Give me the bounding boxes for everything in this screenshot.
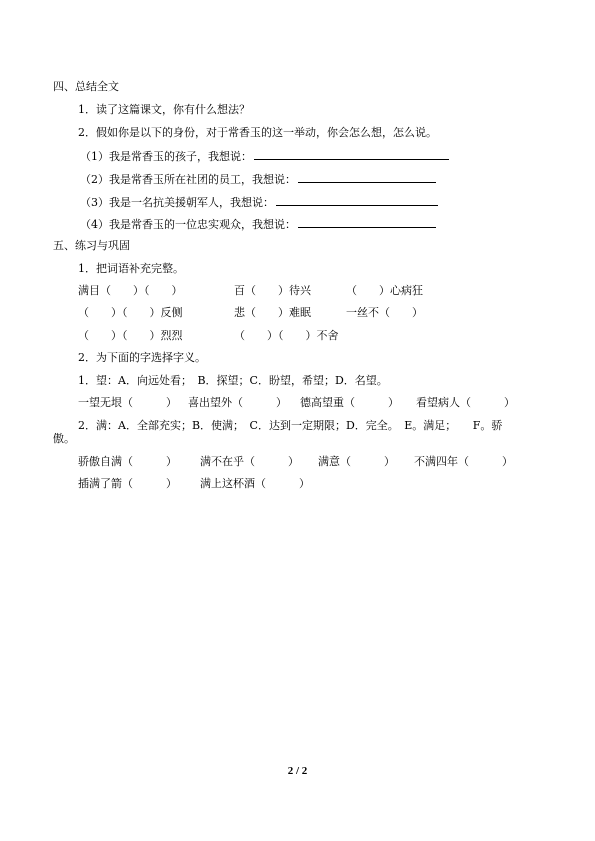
wang-item-1: 一望无垠（ ） [78,396,177,409]
man-item-6: 满上这杯酒（ ） [200,477,310,490]
wang-item-3: 德高望重（ ） [300,396,399,409]
idiom-row2-item2: 悲（ ）难眠 [234,306,311,319]
man-item-2: 满不在乎（ ） [200,455,299,468]
idiom-row1-item1: 满目（ ）（ ） [78,284,183,297]
prompt-3-text: （3）我是一名抗美援朝军人，我想说： [80,196,274,209]
section5-question-1: 1．把词语补充完整。 [78,262,184,275]
section5-heading: 五、练习与巩固 [53,239,130,252]
idiom-row1-item3: （ ）心病狂 [346,284,423,297]
idiom-row3-item2: （ ）（ ）不舍 [234,329,339,342]
man-item-3: 满意（ ） [318,455,395,468]
idiom-row3-item1: （ ）（ ）烈烈 [78,329,183,342]
section4-prompt-4 [80,216,436,232]
prompt-2-text: （2）我是常香玉所在社团的员工，我想说： [80,173,296,186]
section4-question-1: 1．读了这篇课文，你有什么想法？ [78,103,250,116]
section4-prompt-2 [80,171,436,187]
section4-prompt-1 [80,148,449,164]
section5-question-2: 2．为下面的字选择字义。 [78,351,206,364]
wang-definitions: 1．望：A．向远处看； B．探望；C．盼望，希望；D．名望。 [78,374,388,387]
section4-heading: 四、总结全文 [53,80,119,93]
prompt-1-text: （1）我是常香玉的孩子，我想说： [80,150,252,163]
man-item-1: 骄傲自满（ ） [78,455,177,468]
section4-question-2: 2．假如你是以下的身份，对于常香玉的这一举动，你会怎么想，怎么说。 [78,126,437,139]
man-definitions-line1: 2．满：A．全部充实；B．使满； C．达到一定期限；D．完全。 E。满足； F。骄 [78,419,503,432]
idiom-row2-item3: 一丝不（ ） [346,306,423,319]
wang-item-4: 看望病人（ ） [416,396,515,409]
man-item-4: 不满四年（ ） [414,455,513,468]
prompt-4-text: （4）我是常香玉的一位忠实观众，我想说： [80,218,296,231]
wang-item-2: 喜出望外（ ） [188,396,287,409]
idiom-row2-item1: （ ）（ ）反侧 [78,306,183,319]
answer-line-3 [276,194,438,206]
answer-line-1 [254,148,449,160]
answer-line-4 [298,216,436,228]
idiom-row1-item2: 百（ ）待兴 [234,284,311,297]
man-item-5: 插满了箭（ ） [78,477,177,490]
section4-prompt-3 [80,194,438,210]
man-definitions-line2: 傲。 [53,432,75,445]
page-number: 2 / 2 [287,765,308,777]
answer-line-2 [298,171,436,183]
